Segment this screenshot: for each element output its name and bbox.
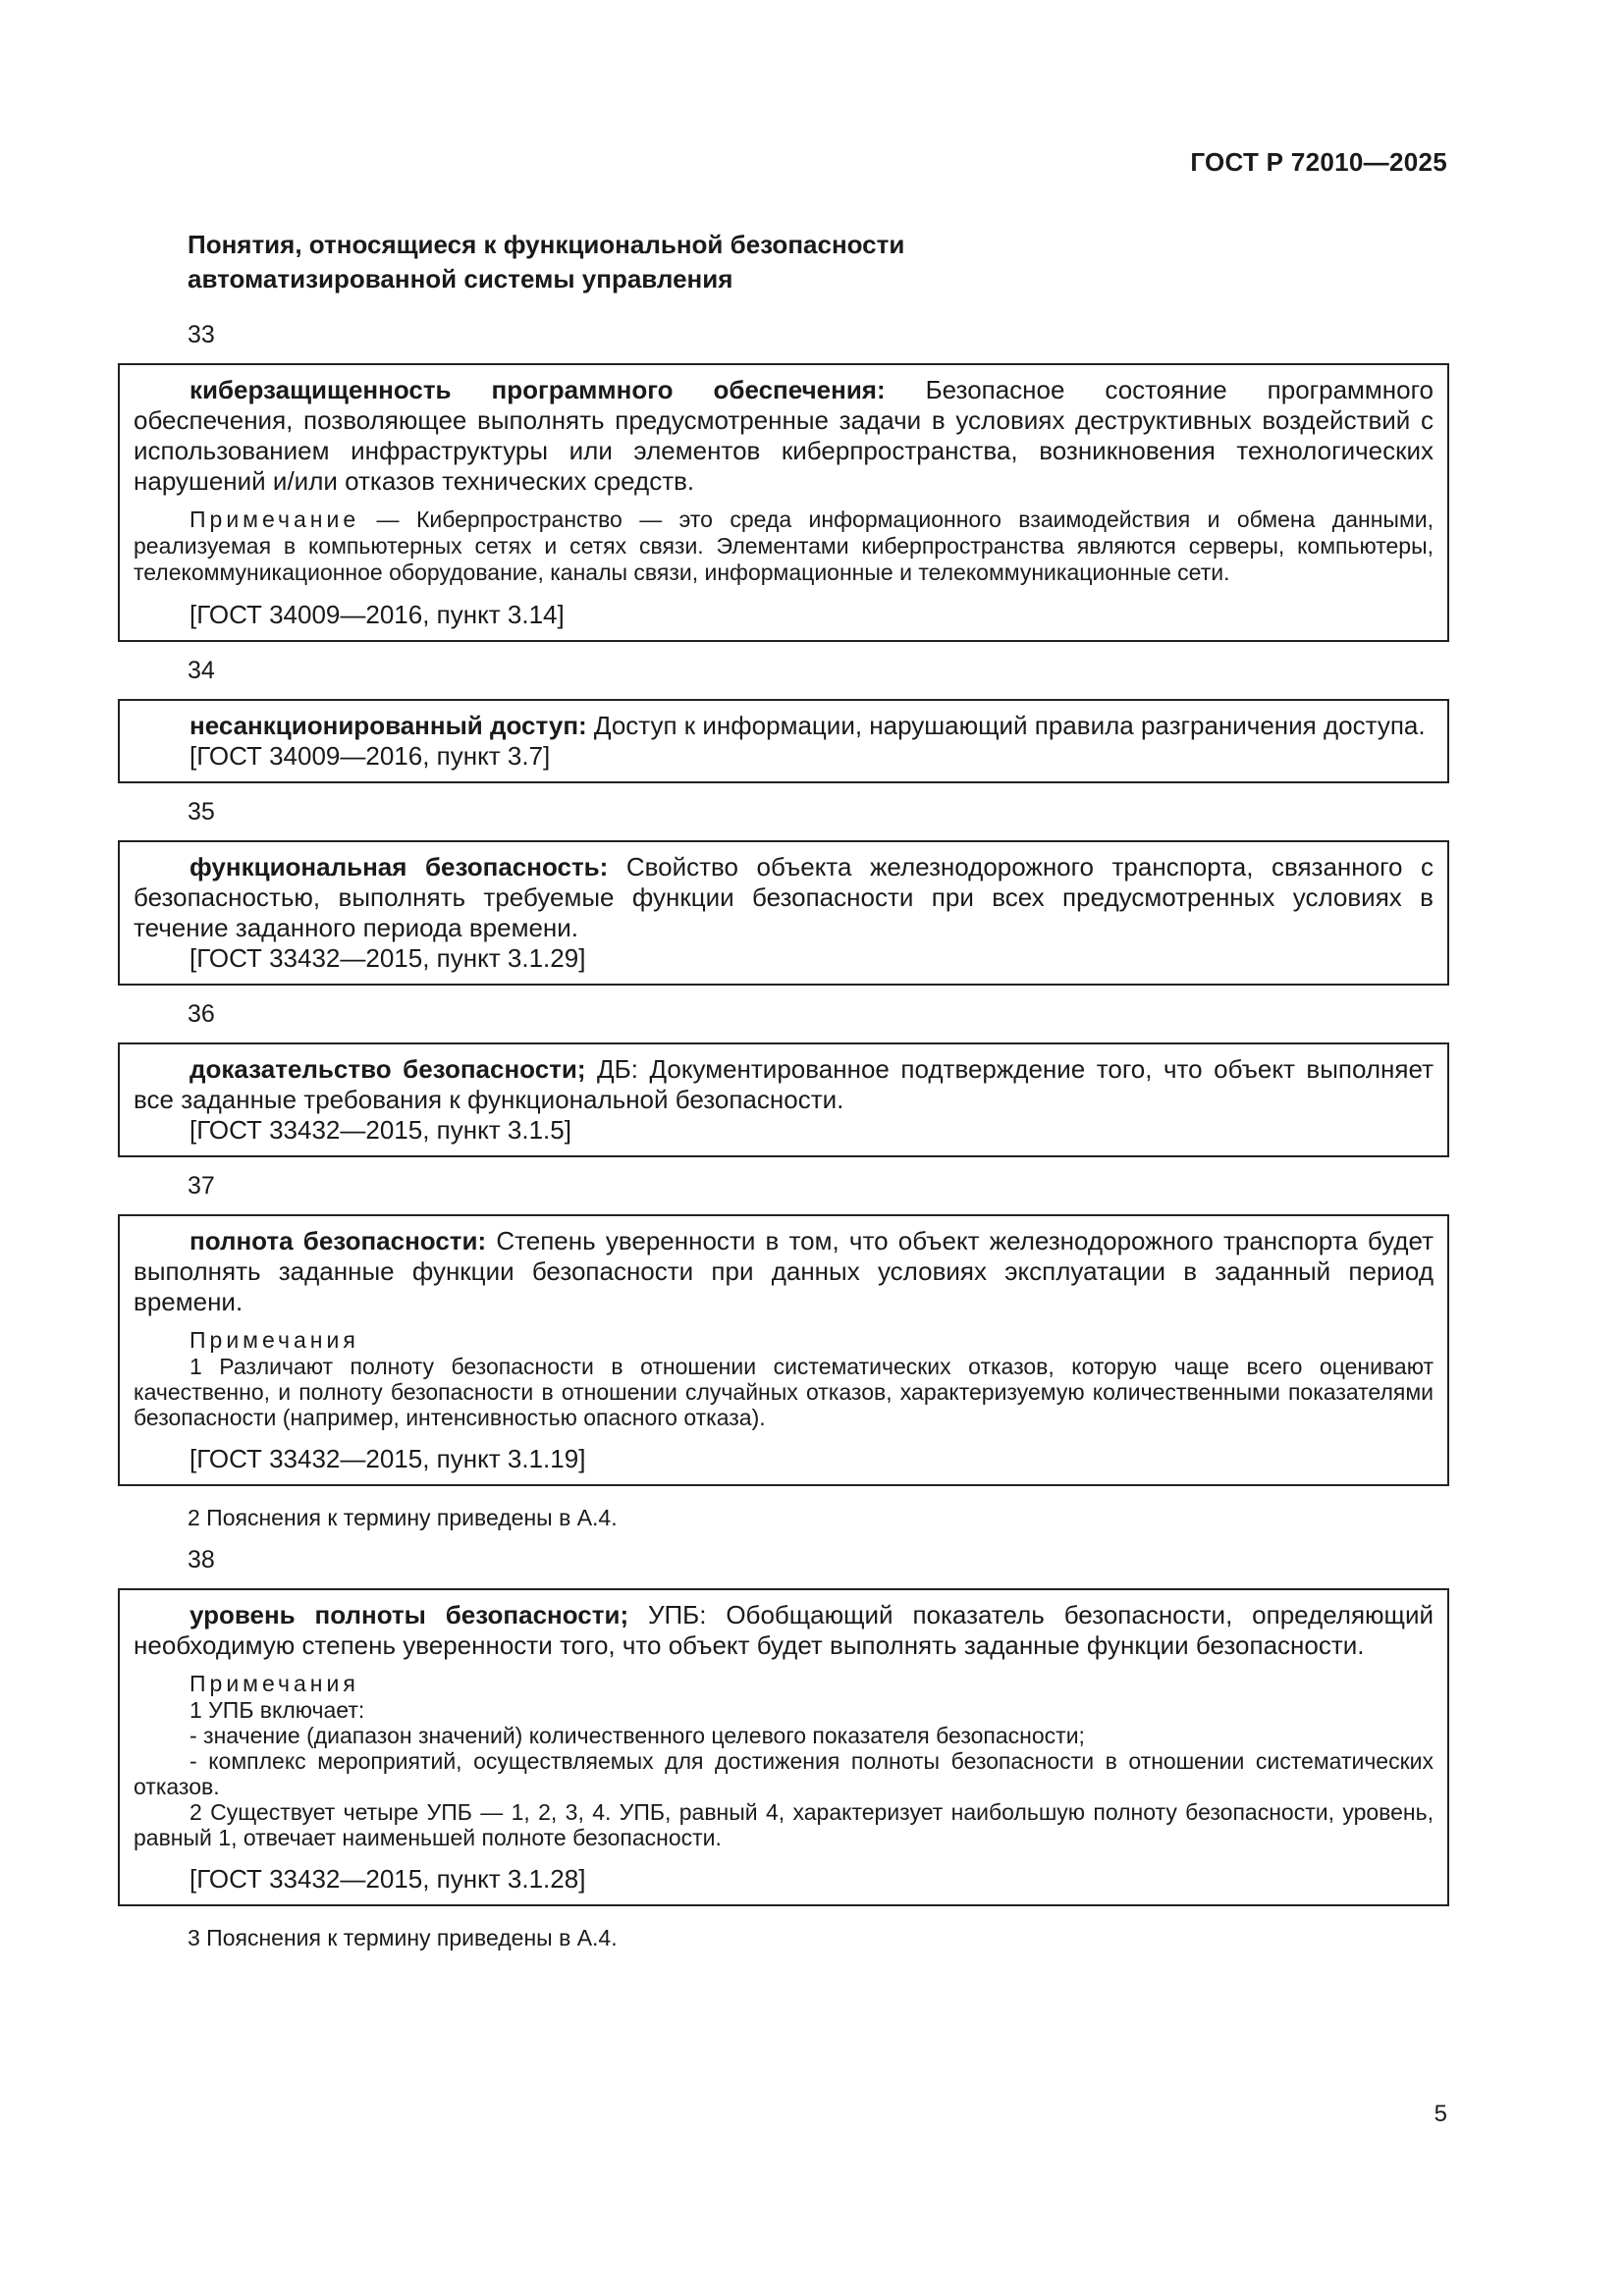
entry-number: 37 bbox=[188, 1172, 215, 1200]
note-label: Примечание bbox=[189, 507, 360, 532]
term-source: [ГОСТ 34009—2016, пункт 3.7] bbox=[189, 741, 551, 771]
term-name: киберзащищенность программного обеспечения: bbox=[189, 375, 886, 404]
term-name: доказательство безопасности; bbox=[189, 1054, 586, 1084]
definition-text: Безопасное состояние программного обеспечения, позволяющее выполнять предусмотренные задачи в условиях деструктивных воздействий с использованием инфраструктуры или элементов киберпространства, возникновения технологических нарушений и/или отказов технических средств. bbox=[134, 375, 1434, 496]
outside-note: 3 Пояснения к термину приведены в А.4. bbox=[188, 1925, 618, 1950]
term-entry-box bbox=[118, 1588, 1449, 1906]
entry-number: 36 bbox=[188, 1000, 215, 1028]
outside-note: 2 Пояснения к термину приведены в А.4. bbox=[188, 1505, 618, 1530]
note-item: 2 Существует четыре УПБ — 1, 2, 3, 4. УПБ, равный 4, характеризует наибольшую полноту безопасности, уровень, равный 1, отвечает наименьшей полноте безопасности. bbox=[134, 1799, 1434, 1850]
term-entry-box bbox=[118, 1042, 1449, 1157]
term-note bbox=[134, 507, 1434, 586]
term-entry-box bbox=[118, 840, 1449, 986]
term-name: уровень полноты безопасности; bbox=[189, 1600, 629, 1629]
term-name: несанкционированный доступ: bbox=[189, 711, 587, 740]
term-source: [ГОСТ 33432—2015, пункт 3.1.5] bbox=[189, 1115, 571, 1145]
page-number: 5 bbox=[1434, 2101, 1447, 2127]
note-subitem: - значение (диапазон значений) количественного целевого показателя безопасности; bbox=[189, 1723, 1085, 1748]
term-source: [ГОСТ 33432—2015, пункт 3.1.19] bbox=[189, 1444, 586, 1473]
entry-number: 38 bbox=[188, 1546, 215, 1574]
note-item: 1 УПБ включает: bbox=[189, 1697, 365, 1723]
section-title bbox=[188, 228, 1268, 296]
definition-text: Свойство объекта железнодорожного транспорта, связанного с безопасностью, выполнять требуемые функции безопасности при всех предусмотренных условиях в течение заданного периода времени. bbox=[134, 852, 1434, 942]
entry-number: 35 bbox=[188, 798, 215, 826]
section-title-line2: автоматизированной системы управления bbox=[188, 264, 733, 294]
term-source: [ГОСТ 33432—2015, пункт 3.1.29] bbox=[189, 943, 586, 973]
document-id: ГОСТ Р 72010—2025 bbox=[1190, 147, 1447, 177]
definition-text: УПБ: Обобщающий показатель безопасности, определяющий необходимую степень уверенности того, что объект будет выполнять заданные функции безопасности. bbox=[134, 1600, 1434, 1660]
term-definition bbox=[134, 1054, 1434, 1115]
term-definition bbox=[134, 711, 1434, 741]
term-entry-box bbox=[118, 699, 1449, 783]
note-subitem: - комплекс мероприятий, осуществляемых для достижения полноты безопасности в отношении систематических отказов. bbox=[134, 1748, 1434, 1799]
term-definition bbox=[134, 852, 1434, 943]
notes-label: Примечания bbox=[189, 1671, 359, 1696]
term-definition bbox=[134, 1226, 1434, 1317]
terms-list bbox=[118, 316, 1449, 1951]
section-title-line1: Понятия, относящиеся к функциональной безопасности bbox=[188, 230, 905, 259]
definition-text: Степень уверенности в том, что объект железнодорожного транспорта будет выполнять заданные функции безопасности при данных условиях эксплуатации в заданный период времени. bbox=[134, 1226, 1434, 1316]
notes-label: Примечания bbox=[189, 1327, 359, 1353]
note-item: 1 Различают полноту безопасности в отношении систематических отказов, которую чаще всего оценивают качественно, и полноту безопасности в отношении случайных отказов, характеризуемую количественными показателями безопасности (например, интенсивностью опасного отказа). bbox=[134, 1354, 1434, 1430]
term-entry-box bbox=[118, 1214, 1449, 1486]
term-name: функциональная безопасность: bbox=[189, 852, 609, 881]
definition-text: ДБ: Документированное подтверждение того, что объект выполняет все заданные требования к функциональной безопасности. bbox=[134, 1054, 1434, 1114]
note-text: — Киберпространство — это среда информационного взаимодействия и обмена данными, реализуемая в компьютерных сетях и сетях связи. Элементами киберпространства являются серверы, компьютеры, телекоммуникационное оборудование, каналы связи, информационные и телекоммуникационные сети. bbox=[134, 507, 1434, 585]
definition-text: Доступ к информации, нарушающий правила разграничения доступа. bbox=[586, 711, 1426, 740]
term-name: полнота безопасности: bbox=[189, 1226, 487, 1255]
term-source: [ГОСТ 33432—2015, пункт 3.1.28] bbox=[189, 1864, 586, 1894]
entry-number: 33 bbox=[188, 321, 215, 348]
entry-number: 34 bbox=[188, 657, 215, 684]
term-entry-box bbox=[118, 363, 1449, 642]
term-definition bbox=[134, 375, 1434, 497]
term-source: [ГОСТ 34009—2016, пункт 3.14] bbox=[189, 600, 565, 629]
term-definition bbox=[134, 1600, 1434, 1661]
